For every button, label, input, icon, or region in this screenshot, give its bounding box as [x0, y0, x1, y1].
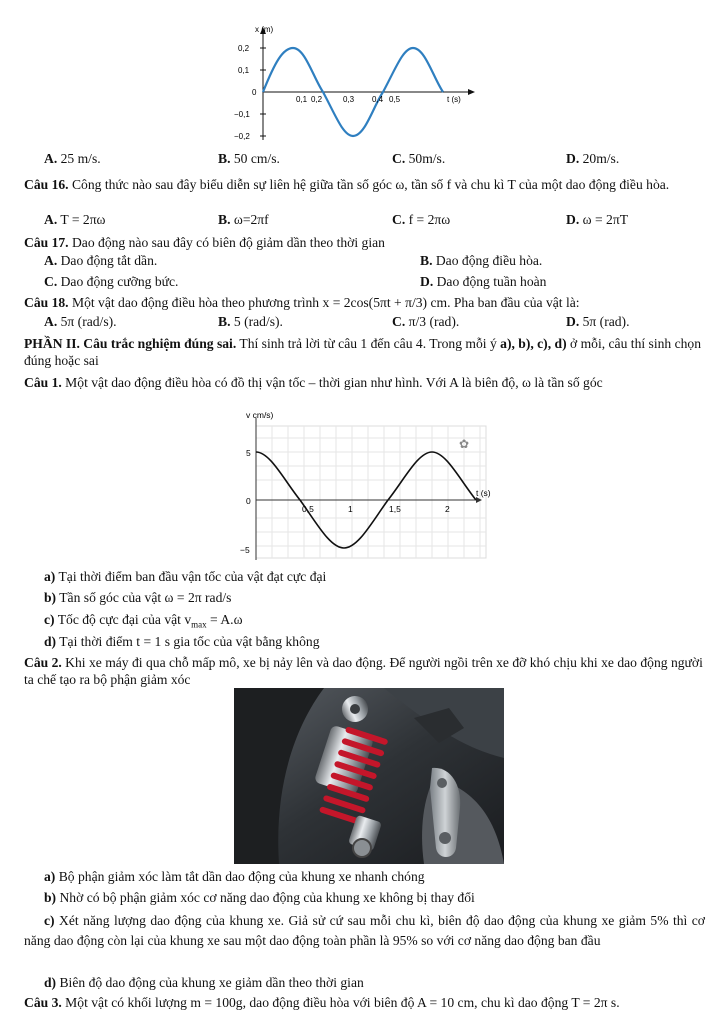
graph1-ytick: −0,2 [234, 132, 250, 141]
graph2-ytick: −5 [240, 545, 250, 555]
q17-option-b: B. Dao động điều hòa. [420, 253, 543, 268]
p1-stem: Câu 1. Một vật dao động điều hòa có đồ thị vận tốc – thời gian như hình. Với A là biên độ, ω là tần số góc [24, 375, 603, 390]
q18-option-c: C. π/3 (rad). [392, 314, 460, 329]
q16-option-a: A. T = 2πω [44, 212, 106, 227]
graph1-ytick: 0,1 [238, 66, 250, 75]
p1-item-d: d) Tại thời điểm t = 1 s gia tốc của vật bằng không [44, 634, 320, 649]
graph2-xtick: 1 [348, 504, 353, 514]
displacement-time-graph [225, 22, 480, 150]
graph2-xtick: 2 [445, 504, 450, 514]
shock-absorber-photo [234, 688, 504, 864]
p2-item-b: b) Nhờ có bộ phận giảm xóc cơ năng dao động của khung xe không bị thay đổi [44, 890, 475, 905]
q17-option-d: D. Dao động tuần hoàn [420, 274, 547, 289]
q18-option-a: A. 5π (rad/s). [44, 314, 117, 329]
p1-item-c: c) Tốc độ cực đại của vật $v_{max} = A.\omega$ [44, 612, 243, 630]
q15-option-b: B. 50 cm/s. [218, 151, 280, 166]
graph2-x-label: t (s) [476, 488, 491, 498]
p1-item-a: a) Tại thời điểm ban đầu vận tốc của vật đạt cực đại [44, 569, 327, 584]
graph2-xtick: 0,5 [302, 504, 314, 514]
q15-option-a: A. 25 m/s. [44, 151, 101, 166]
p3-stem: Câu 3. Một vật có khối lượng m = 100g, dao động điều hòa với biên độ A = 10 cm, chu kì dao động T = 2π s. [24, 995, 620, 1010]
graph1-x-label: t (s) [447, 95, 461, 104]
graph2-xtick: 1,5 [389, 504, 401, 514]
graph2-ytick: 5 [246, 448, 251, 458]
q15-option-d: D. 20m/s. [566, 151, 620, 166]
q16-stem: Câu 16. Công thức nào sau đây biểu diễn sự liên hệ giữa tần số góc ω, tần số f và chu kì T của một dao động điều hòa. [24, 177, 670, 192]
q18-option-d: D. 5π (rad). [566, 314, 630, 329]
part2-heading: PHẦN II. Câu trắc nghiệm đúng sai. Thí sinh trả lời từ câu 1 đến câu 4. Trong mỗi ý a), b), c), d) ở mỗi, câu thí sinh chọn đúng hoặc sai [24, 336, 702, 368]
p1-item-b: b) Tần số góc của vật ω = 2π rad/s [44, 590, 232, 605]
graph1-xtick: 0,1 [296, 95, 308, 104]
graph1-y-label: x (m) [255, 25, 274, 34]
q15-option-c: C. 50m/s. [392, 151, 446, 166]
q18-stem: Câu 18. Một vật dao động điều hòa theo phương trình x = 2cos(5πt + π/3) cm. Pha ban đầu của vật là: [24, 295, 580, 310]
p2-item-a: a) Bộ phận giảm xóc làm tắt dần dao động của khung xe nhanh chóng [44, 869, 425, 884]
p2-stem: Câu 2. Khi xe máy đi qua chỗ mấp mô, xe bị nảy lên và dao động. Để người ngồi trên xe đỡ khó chịu khi xe dao động người ta chế tạo ra bộ phận giảm xóc [24, 655, 703, 687]
graph1-xtick: 0,4 [372, 95, 384, 104]
q18-option-b: B. 5 (rad/s). [218, 314, 283, 329]
q17-option-a: A. Dao động tắt dần. [44, 253, 158, 268]
q16-option-c: C. f = 2πω [392, 212, 451, 227]
p2-item-d: d) Biên độ dao động của khung xe giảm dần theo thời gian [44, 975, 364, 990]
q16-option-b: B. ω=2πf [218, 212, 269, 227]
q17-stem: Câu 17. Dao động nào sau đây có biên độ giảm dần theo thời gian [24, 235, 385, 250]
graph1-ytick: −0,1 [234, 110, 250, 119]
graph2-ytick: 0 [246, 496, 251, 506]
graph1-xtick: 0,5 [389, 95, 401, 104]
gear-icon: ✿ [459, 437, 470, 451]
graph2-y-label: v cm/s) [246, 410, 274, 420]
graph1-ytick: 0,2 [238, 44, 250, 53]
graph1-xtick: 0,2 [311, 95, 323, 104]
velocity-time-graph [226, 408, 501, 568]
q17-option-c: C. Dao động cưỡng bức. [44, 274, 179, 289]
p2-item-c: c) Xét năng lượng dao động của khung xe. Giả sử cứ sau mỗi chu kì, biên độ dao động của khung xe giảm 5% thì cơ năng dao động còn lại của khung xe sau một dao động toàn phần là 95% so với cơ năng dao động ban đầu [24, 913, 705, 948]
graph1-ytick: 0 [252, 88, 257, 97]
graph1-xtick: 0,3 [343, 95, 355, 104]
q16-option-d: D. ω = 2πT [566, 212, 628, 227]
